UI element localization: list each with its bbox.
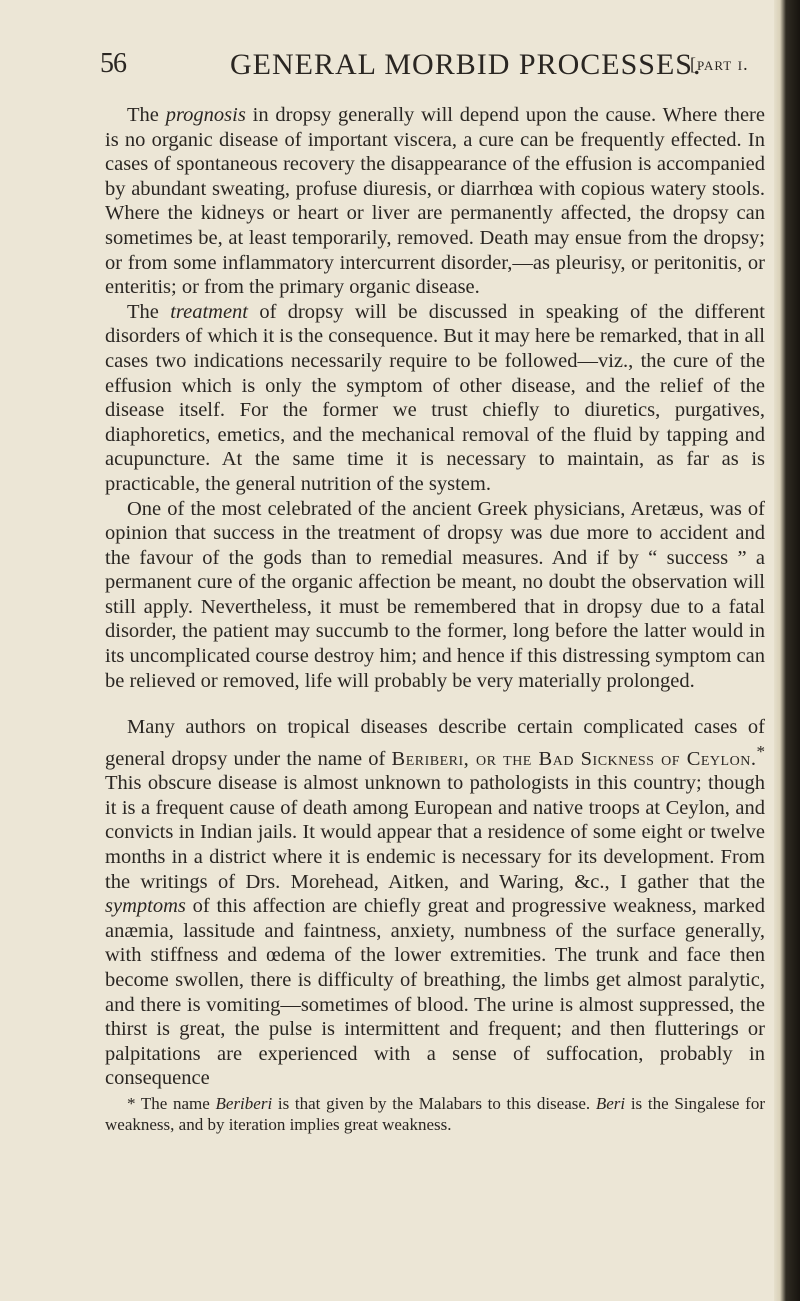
p4-lead: Many authors on tropical diseases describe certain complicated cases of general dropsy under the name of <box>105 716 765 770</box>
footnote-text-rest: is the Singalese for weakness, and by iteration implies great weakness. <box>105 1093 765 1134</box>
term-prognosis: prognosis <box>165 104 246 126</box>
term-symptoms: symptoms <box>105 895 186 918</box>
footnote-mark: * <box>127 1093 136 1113</box>
p1-text: in dropsy generally will depend upon the cause. Where there is no organic disease of important viscera, a cure can be frequently effected. In cases of spontaneous recovery the disappearance of the effusion is accompanied by abundant sweating, profuse diuresis, or diarrhœa with copious watery stools. Where the kidneys or heart or liver are permanently affected, the dropsy can sometimes be, at least temporarily, removed. Death may ensue from the dropsy; or from some inflammatory intercurrent disorder,—as pleurisy, or peritonitis, or enteritis; or from the primary organic disease. <box>105 104 765 299</box>
term-treatment: treatment <box>170 300 248 323</box>
running-header <box>100 48 780 88</box>
footnote-term-beri: Beri <box>595 1093 626 1113</box>
footnote-term-beriberi: Beriberi <box>215 1093 273 1113</box>
paragraph-treatment <box>105 300 765 497</box>
footnote-text: is that given by the Malabars to this disease. <box>272 1093 596 1113</box>
body-text <box>105 103 765 1135</box>
p4-text-rest: of this affection are chiefly great and progressive weakness, marked anæmia, lassitude and faintness, anxiety, numbness of the surface generally, with stiffness and œdema of the lower extremities. The trunk and face then become swollen, there is difficulty of breathing, the limbs get almost paralytic, and there is vomiting—sometimes of blood. The urine is almost suppressed, the thirst is great, the pulse is intermittent and frequent; and then flutterings or palpitations are experienced with a sense of suffocation, probably in consequence <box>105 895 765 1090</box>
footnote-lead: The name <box>135 1093 216 1113</box>
footnote-ref: * <box>756 741 765 761</box>
paragraph-prognosis <box>105 103 765 300</box>
p2-lead: The <box>127 300 171 323</box>
page-number: 56 <box>100 48 126 79</box>
footnote <box>105 1093 765 1135</box>
p4-text: This obscure disease is almost unknown to pathologists in this country; though it is a frequent cause of death among European and native troops at Ceylon, and convicts in Indian jails. It would appear that a residence of some eight or twelve months in a district where it is endemic is necessary for its development. From the writings of Drs. Morehead, Aitken, and Waring, &c., I gather that the <box>105 772 765 893</box>
paragraph-beriberi <box>105 715 765 1091</box>
part-label: [part i. <box>690 54 749 74</box>
paragraph-aretaeus: One of the most celebrated of the ancient Greek physicians, Aretæus, was of opinion that success in the treatment of dropsy was due more to accident and the favour of the gods than to remedial measures. And if by “ success ” a permanent cure of the organic affection be meant, no doubt the observation will still apply. Nevertheless, it must be remembered that in dropsy due to a fatal disorder, the patient may succumb to the former, long before the latter would in its uncomplicated course destroy him; and hence if this distressing symptom can be relieved or removed, life will probably be very materially prolonged. <box>105 497 765 692</box>
running-title: GENERAL MORBID PROCESSES. <box>230 48 702 81</box>
disease-name: Beriberi, or the Bad Sickness of Ceylon. <box>391 747 757 770</box>
page-edge-shadow <box>774 0 800 1301</box>
p2-text: of dropsy will be discussed in speaking of the different disorders of which it is the consequence. But it may here be remarked, that in all cases two indications necessarily require to be followed—viz., the cure of the effusion which is only the symptom of other disease, and the relief of the disease itself. For the former we trust chiefly to diuretics, purgatives, diaphoretics, emetics, and the mechanical removal of the fluid by tapping and acupuncture. At the same time it is necessary to maintain, as far as is practicable, the general nutrition of the system. <box>105 300 765 495</box>
p1-lead: The <box>127 104 166 126</box>
